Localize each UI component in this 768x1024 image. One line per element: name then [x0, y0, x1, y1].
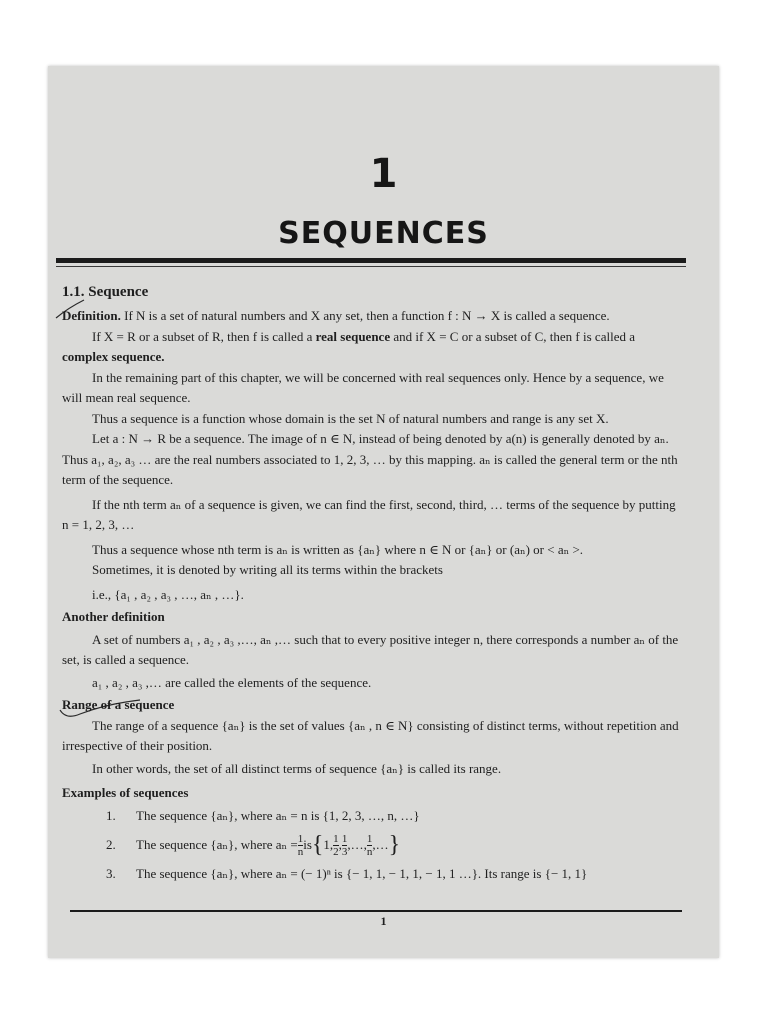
comma: ,	[338, 836, 342, 852]
ellipsis: ,…,	[347, 836, 367, 852]
fraction-numerator: 1	[341, 832, 348, 845]
ie-paragraph: i.e., {a₁ , a₂ , a₃ , …, aₙ , …}.	[92, 586, 244, 602]
real-sequence-term: real sequence	[315, 328, 391, 344]
example-number: 1.	[106, 807, 116, 823]
section-heading: 1.1. Sequence	[62, 284, 149, 300]
title-rule-thick	[56, 258, 686, 263]
in-other-words-paragraph: In other words, the set of all distinct terms of sequence {aₙ} is called its range.	[92, 760, 502, 776]
chapter-number: 1	[369, 151, 398, 197]
brace-close: }	[388, 832, 401, 858]
page-number: 1	[380, 914, 387, 928]
let-image-paragraph: Let a : N → R be a sequence. The image of n ∈ N, instead of being denoted by a(n) is generally denoted by aₙ. Thus a₁, a₂, a₃ … are the real numbers associated to 1, 2, 3, … by this mapping. aₙ is called the general term or the nth term of the sequence.	[62, 431, 678, 487]
example-mid: is	[303, 836, 312, 852]
example-item	[62, 864, 684, 885]
thus-function-paragraph: Thus a sequence is a function whose domain is the set N of natural numbers and range is any set X.	[92, 410, 609, 426]
if-nth-paragraph: If the nth term aₙ of a sequence is given, we can find the first, second, third, … terms of the sequence by putting n = 1, 2, 3, …	[62, 496, 676, 532]
content-body	[62, 282, 684, 885]
example-number: 2.	[106, 836, 116, 852]
definition-paragraph	[62, 306, 684, 327]
fraction-denominator: 3	[341, 845, 348, 858]
set-start: 1,	[323, 836, 334, 852]
title-rule-thin	[56, 266, 686, 267]
footer-rule	[70, 910, 682, 912]
fraction-numerator: 1	[366, 832, 373, 845]
example-item	[62, 826, 684, 864]
example-number: 3.	[106, 866, 116, 881]
real-complex-paragraph	[62, 327, 684, 368]
fraction-numerator: 1	[333, 832, 339, 845]
document-page	[48, 66, 719, 958]
fraction-denominator: n	[297, 845, 304, 858]
real-complex-text-a: If X = R or a subset of R, then f is called a	[92, 328, 316, 344]
complex-sequence-term: complex sequence.	[62, 349, 165, 364]
example-text: The sequence {aₙ}, where aₙ = n is {1, 2, 3, …, n, …}	[136, 807, 420, 823]
chapter-title: SEQUENCES	[278, 216, 489, 251]
fraction-numerator: 1	[297, 832, 304, 845]
definition-label: Definition.	[62, 308, 121, 323]
set-end: ,…	[372, 836, 389, 852]
another-definition-text: A set of numbers a₁ , a₂ , a₃ ,…, aₙ ,… such that to every positive integer n, there corresponds a number aₙ of the set, is called a sequence.	[62, 631, 679, 667]
example-item	[62, 806, 684, 827]
range-text: The range of a sequence {aₙ} is the set of values {aₙ , n ∈ N} consisting of distinct terms, without repetition and irrespective of their position.	[62, 717, 679, 753]
brace-open: {	[311, 832, 324, 858]
range-heading: Range of a sequence	[62, 697, 175, 712]
fraction-denominator: n	[366, 845, 373, 858]
fraction-denominator: 2	[333, 845, 339, 858]
example-lead: The sequence {aₙ}, where aₙ =	[136, 836, 298, 852]
another-definition-heading: Another definition	[62, 609, 165, 624]
thus-written-paragraph: Thus a sequence whose nth term is aₙ is written as {aₙ} where n ∈ N or {aₙ} or (aₙ) or < aₙ >.	[92, 541, 584, 557]
example-text: The sequence {aₙ}, where aₙ = (− 1)ⁿ is {− 1, 1, − 1, 1, − 1, 1 …}. Its range is {− 1, 1}	[136, 866, 588, 881]
elements-paragraph: a₁ , a₂ , a₃ ,… are called the elements of the sequence.	[92, 674, 372, 690]
real-complex-text-b: and if X = C or a subset of C, then f is called a	[390, 328, 635, 344]
definition-text: If N is a set of natural numbers and X any set, then a function f : N → X is called a sequence.	[120, 308, 610, 323]
examples-heading: Examples of sequences	[62, 785, 189, 800]
remaining-paragraph: In the remaining part of this chapter, we will be concerned with real sequences only. Hence by a sequence, we will mean real sequence.	[62, 369, 664, 405]
sometimes-paragraph: Sometimes, it is denoted by writing all its terms within the brackets	[92, 562, 443, 577]
